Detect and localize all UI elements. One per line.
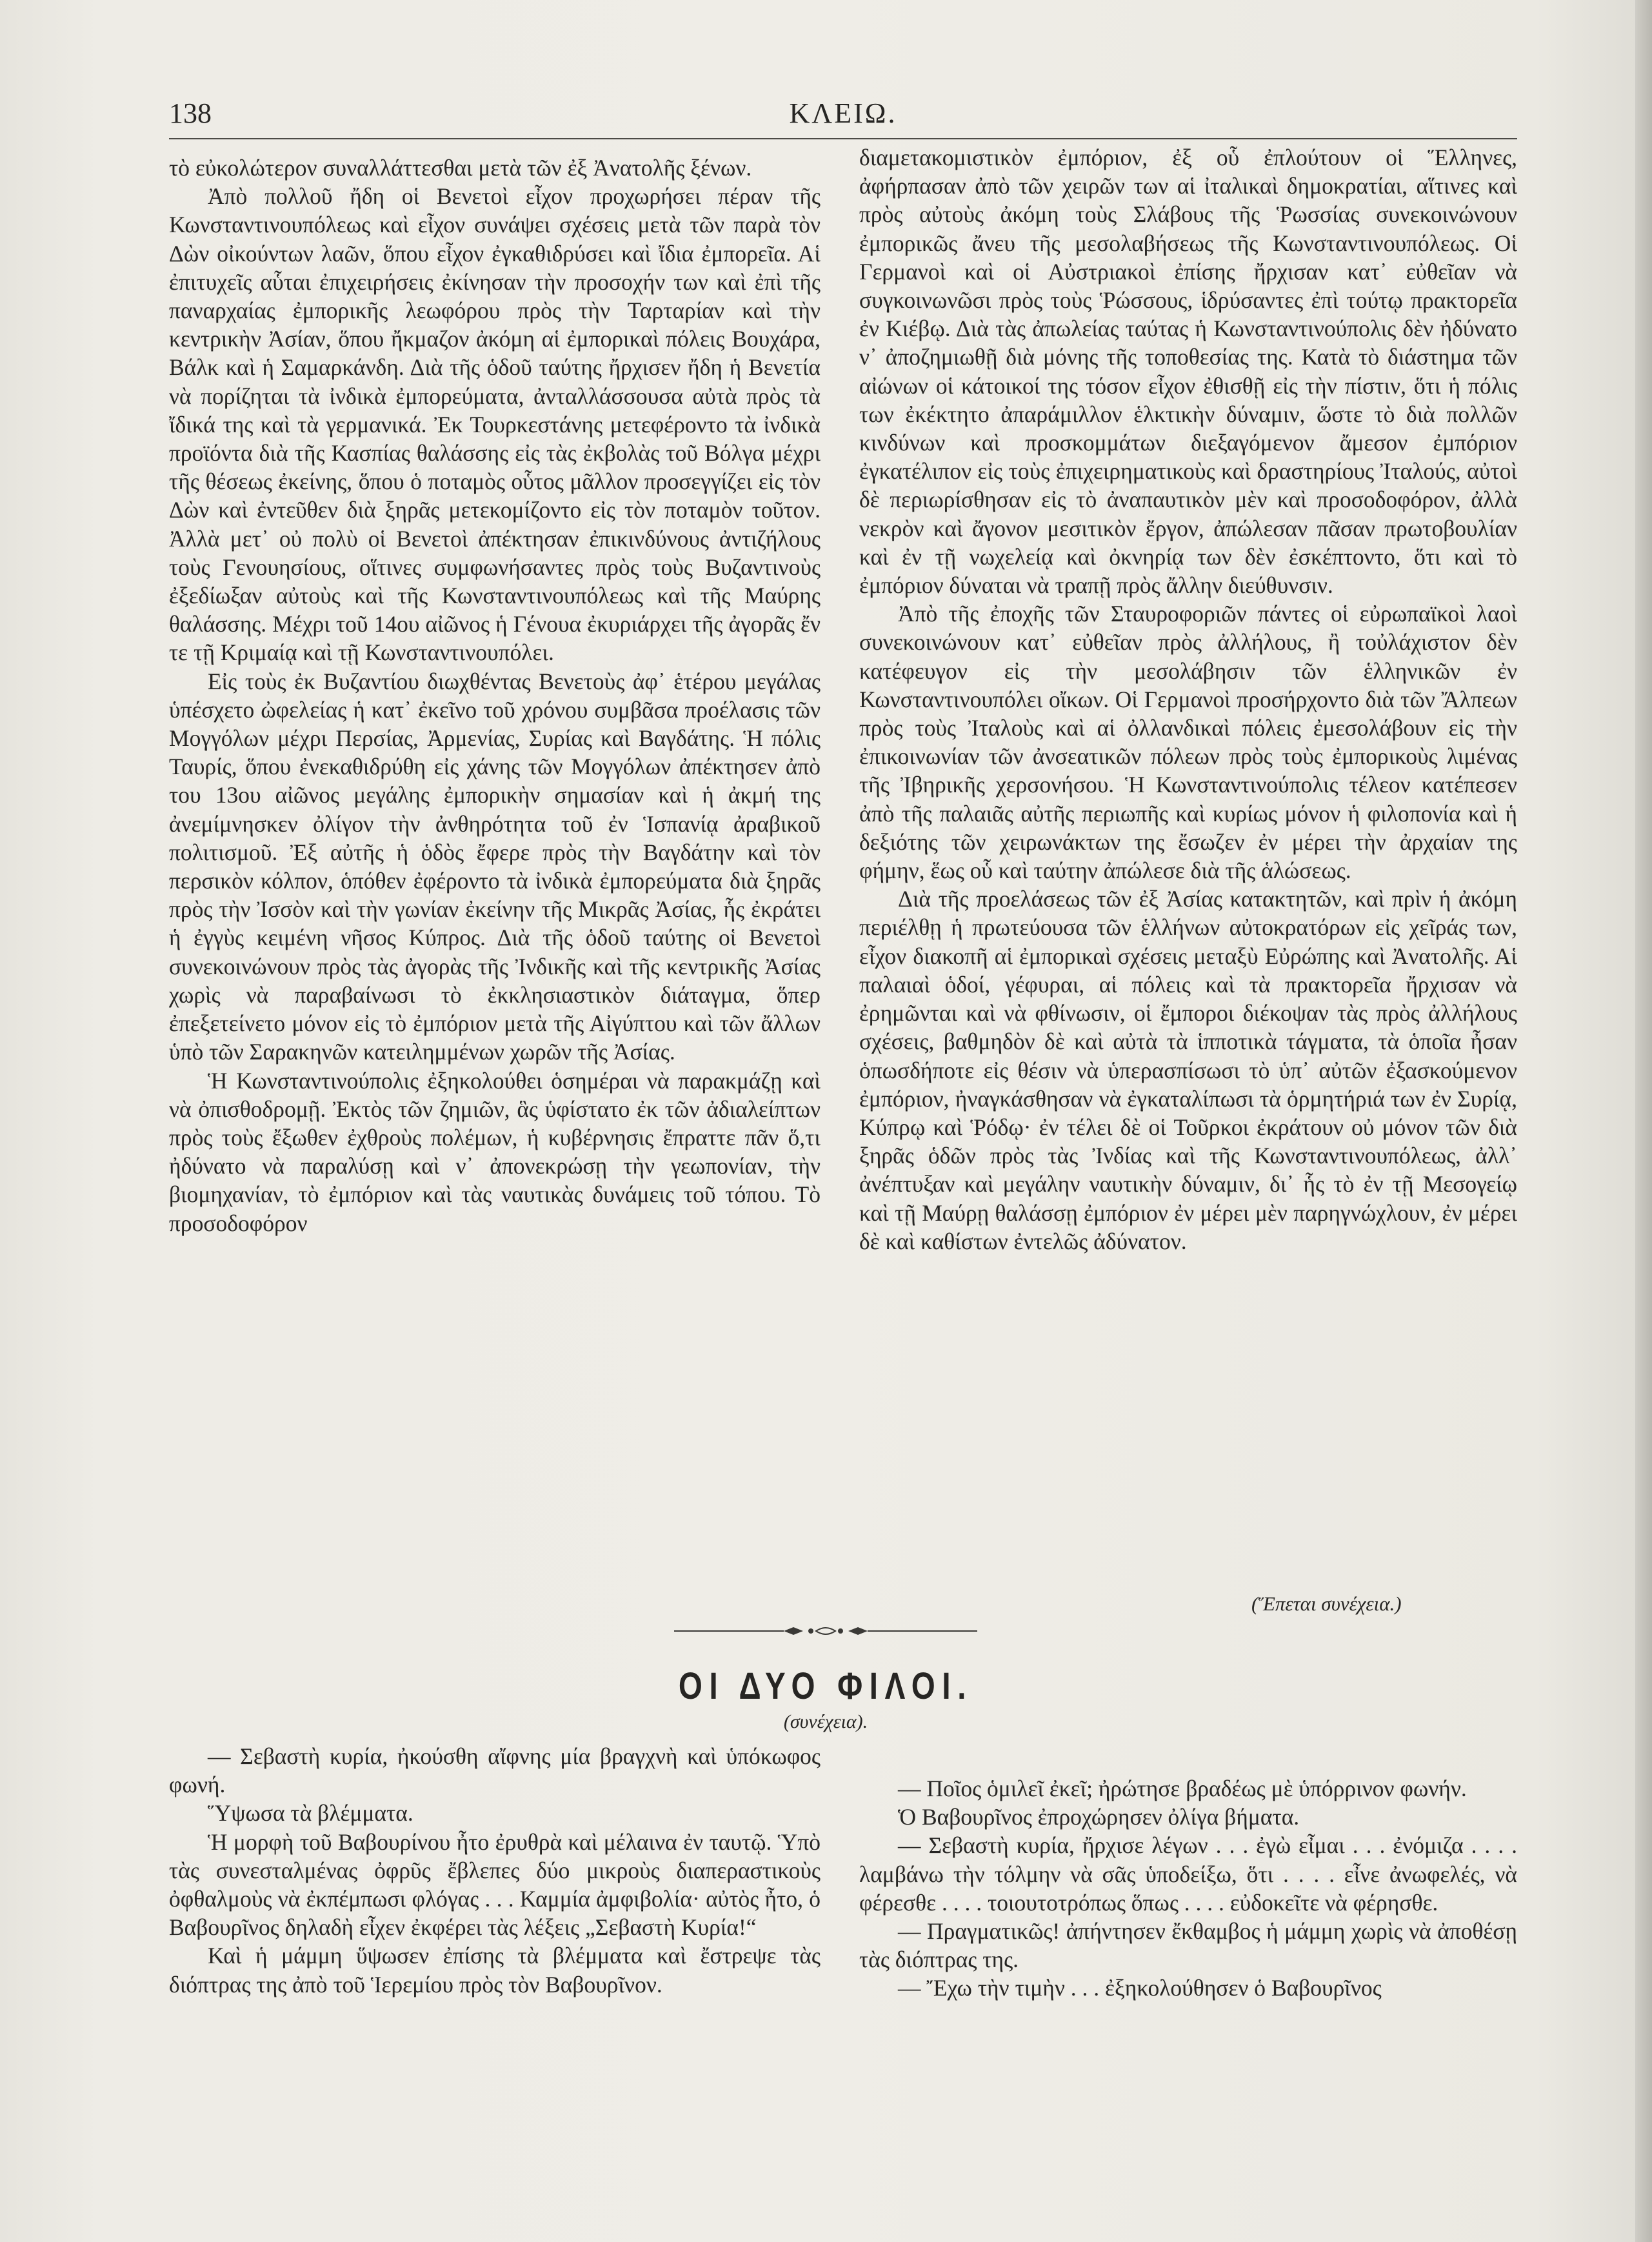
story-paragraph: — Ἔχω τὴν τιμὴν . . . ἐξηκολούθησεν ὁ Βαβουρῖνος (898, 1975, 1382, 2001)
article-paragraph: τὸ εὐκολώτερον συναλλάττεσθαι μετὰ τῶν ἐξ Ἀνατολῆς ξένων. (169, 155, 752, 181)
continued-note: (Ἕπεται συνέχεια.) (1251, 1592, 1402, 1615)
article-paragraph: Ἡ Κωνσταντινούπολις ἐξηκολούθει ὁσημέραι νὰ παρακμάζῃ καὶ νὰ ὀπισθοδρομῇ. Ἐκτὸς τῶν ζημιῶν, ἃς ὑφίστατο ἐκ τῶν ἀδιαλείπτων πρὸς τοὺς ἔξωθεν ἐχθροὺς πολέμων, ἡ κυβέρνησις ἔπραττε πᾶν ὅ,τι ἠδύνατο νὰ παραλύσῃ καὶ ν᾽ ἀπονεκρώσῃ τὴν γεωπονίαν, τὴν βιομηχανίαν, τὸ ἐμπόριον καὶ τὰς ναυτικὰς δυνάμεις τοῦ τόπου. Τὸ προσοδοφόρον (169, 1067, 821, 1236)
story-paragraph: — Σεβαστὴ κυρία, ἠκούσθη αἴφνης μία βραγχνὴ καὶ ὑπόκωφος φωνή. (169, 1743, 821, 1798)
story-paragraph: Ὁ Βαβουρῖνος ἐπροχώρησεν ὀλίγα βήματα. (898, 1804, 1300, 1830)
story-paragraph: — Πραγματικῶς! ἀπήντησεν ἔκθαμβος ἡ μάμμη χωρὶς νὰ ἀποθέσῃ τὰς διόπτρας της. (859, 1918, 1517, 1973)
story-paragraph: — Ποῖος ὁμιλεῖ ἐκεῖ; ἠρώτησε βραδέως μὲ ὑπόρρινον φωνήν. (898, 1776, 1467, 1801)
book-spine-shadow (1635, 0, 1652, 2242)
story-paragraph: — Σεβαστὴ κυρία, ἤρχισε λέγων . . . ἐγὼ εἶμαι . . . ἐνόμιζα . . . . λαμβάνω τὴν τόλμην νὰ σᾶς ὑποδείξω, ὅτι . . . . εἶνε ἀνωφελές, νὰ φέρεσθε . . . . τοιουτοτρόπως ὅπως . . . . εὐδοκεῖτε νὰ φέρησθε. (859, 1832, 1517, 1916)
story-title: ΟΙ ΔΥΟ ΦΙΛΟΙ. (678, 1665, 973, 1707)
story-paragraph: Καὶ ἡ μάμμη ὕψωσεν ἐπίσης τὰ βλέμματα καὶ ἔστρεψε τὰς διόπτρας της ἀπὸ τοῦ Ἱερεμίου πρὸς τὸν Βαβουρῖνον. (169, 1943, 821, 1997)
article-left-column (169, 154, 821, 1237)
story-paragraph: Ὕψωσα τὰ βλέμματα. (208, 1800, 413, 1827)
article-right-column (859, 143, 1517, 1256)
story-right-column (859, 1774, 1517, 2003)
article-paragraph: Εἰς τοὺς ἐκ Βυζαντίου διωχθέντας Βενετοὺς ἀφ᾽ ἑτέρου μεγάλας ὑπέσχετο ὠφελείας ἡ κατ᾽ ἐκεῖνο τοῦ χρόνου συμβᾶσα προέλασις τῶν Μογγόλων μέχρι Περσίας, Ἀρμενίας, Συρίας καὶ Βαγδάτης. Ἡ πόλις Ταυρίς, ὅπου ἐνεκαθιδρύθη εἰς χάνης τῶν Μογγόλων ἀπέκτησεν ἀπὸ του 13ου αἰῶνος μεγάλης ἐμπορικὴν σημασίαν καὶ ἡ ἀκμή της ἀνεμίμνησκεν ὀλίγον τὴν ἀνθηρότητα τοῦ ἐν Ἱσπανίᾳ ἀραβικοῦ πολιτισμοῦ. Ἐξ αὐτῆς ἡ ὁδὸς ἔφερε πρὸς τὴν Βαγδάτην καὶ τὸν περσικὸν κόλπον, ὁπόθεν ἐφέροντο τὰ ἰνδικὰ ἐμπορεύματα διὰ ξηρᾶς πρὸς τὴν Ἰσσὸν καὶ τὴν γωνίαν ἐκείνην τῆς Μικρᾶς Ἀσίας, ἧς ἐκράτει ἡ ἐγγὺς κειμένη νῆσος Κύπρος. Διὰ τῆς ὁδοῦ ταύτης οἱ Βενετοὶ συνεκοινώνουν πρὸς τὰς ἀγορὰς τῆς Ἰνδικῆς καὶ τῆς κεντρικῆς Ἀσίας χωρὶς νὰ παραβαίνωσι τὸ ἐκκλησιαστικὸν διάταγμα, ὅπερ ἐπεξετείνετο μόνον εἰς τὸ ἐμπόριον μετὰ τῆς Αἰγύπτου καὶ τῶν ἄλλων ὑπὸ τῶν Σαρακηνῶν κατειλημμένων χωρῶν τῆς Ἀσίας. (169, 668, 821, 1065)
running-head: ΚΛΕΙΩ. (789, 97, 897, 129)
article-paragraph: διαμετακομιστικὸν ἐμπόριον, ἐξ οὗ ἐπλούτουν οἱ Ἕλληνες, ἀφήρπασαν ἀπὸ τῶν χειρῶν των αἱ ἰταλικαὶ δημοκρατίαι, αἵτινες καὶ πρὸς αὐτοὺς ἀκόμη τοὺς Σλάβους τῆς Ῥωσσίας συνεκοινώνουν ἐμπορικῶς ἄνευ τῆς μεσολαβήσεως τῆς Κωνσταντινουπόλεως. Οἱ Γερμανοὶ καὶ οἱ Αὐστριακοὶ ἐπίσης ἤρχισαν κατ᾽ εὐθεῖαν νὰ συγκοινωνῶσι πρὸς τοὺς Ῥώσσους, ἱδρύσαντες ἐπὶ τούτῳ πρακτορεῖα ἐν Κιέβῳ. Διὰ τὰς ἀπωλείας ταύτας ἡ Κωνσταντινούπολις δὲν ἠδύνατο ν᾽ ἀποζημιωθῇ διὰ μόνης τῆς τοποθεσίας της. Κατὰ τὸ διάστημα τῶν αἰώνων οἱ κάτοικοί της τόσον εἶχον ἐθισθῇ εἰς τὴν πίστιν, ὅτι ἡ πόλις των ἐκέκτητο ἀπαράμιλλον ἑλκτικὴν δύναμιν, ὥστε τὸ διὰ πολλῶν κινδύνων καὶ προσκομμάτων διεξαγόμενον ἄμεσον ἐμπόριον ἐγκατέλιπον εἰς τοὺς ἐπιχειρηματικοὺς καὶ δραστηρίους Ἰταλούς, αὐτοὶ δὲ περιωρίσθησαν εἰς τὸ ἀναπαυτικὸν μὲν καὶ προσοδοφόρον, ἀλλὰ νεκρὸν καὶ ἄγονον μεσιτικὸν ἔργον, ἀπώλεσαν πᾶσαν πρωτοβουλίαν καὶ ἐν τῇ νωχελείᾳ καὶ ὀκνηρίᾳ των δὲν ἐσκέπτοντο, ὅτι καὶ τὸ ἐμπόριον δύναται νὰ τραπῇ πρὸς ἄλλην διεύθυνσιν. (859, 145, 1517, 599)
article-paragraph: Ἀπὸ πολλοῦ ἤδη οἱ Βενετοὶ εἶχον προχωρήσει πέραν τῆς Κωνσταντινουπόλεως καὶ εἶχον συνάψει σχέσεις μετὰ τῶν παρὰ τὸν Δὼν οἰκούντων λαῶν, ὅπου εἶχον ἐγκαθιδρύσει καὶ ἴδια ἐμπορεῖα. Αἱ ἐπιτυχεῖς αὗται ἐπιχειρήσεις ἐκίνησαν τὴν προσοχήν των καὶ ἐπὶ τῆς παναρχαίας ἐμπορικῆς λεωφόρου πρὸς τὴν Ταρταρίαν καὶ τὴν κεντρικὴν Ἀσίαν, ὅπου ἤκμαζον ἀκόμη αἱ ἐμπορικαὶ πόλεις Βουχάρα, Βάλκ καὶ ἡ Σαμαρκάνδη. Διὰ τῆς ὁδοῦ ταύτης ἤρχισεν ἤδη ἡ Βενετία νὰ πορίζηται τὰ ἰνδικὰ ἐμπορεύματα, ἀνταλλάσσουσα αὐτὰ πρὸς τὰ ἴδικά της καὶ τὰ γερμανικά. Ἐκ Τουρκεστάνης μετεφέροντο τὰ ἰνδικὰ προϊόντα διὰ τῆς Κασπίας θαλάσσης εἰς τὰς ἐκβολὰς τοῦ Βόλγα μέχρι τῆς θέσεως ἐκείνης, ὅπου ὁ ποταμὸς οὗτος μᾶλλον προσεγγίζει εἰς τὸν Δὼν καὶ ἐντεῦθεν διὰ ξηρᾶς μετεκομίζοντο εἰς τὸν ποταμὸν τοῦτον. Ἀλλὰ μετ᾽ οὐ πολὺ οἱ Βενετοὶ ἀπέκτησαν ἐπικινδύνους ἀντιζήλους τοὺς Γενουησίους, οἵτινες συμφωνήσαντες πρὸς τοὺς Βυζαντινοὺς ἐξεδίωξαν αὐτοὺς καὶ τῆς Κωνσταντινουπόλεως καὶ τῆς Μαύρης θαλάσσης. Μέχρι τοῦ 14ου αἰῶνος ἡ Γένουα ἐκυριάρχει τῆς ἀγορᾶς ἔν τε τῇ Κριμαίᾳ καὶ τῇ Κωνσταντινουπόλει. (169, 183, 821, 666)
story-paragraph: Ἡ μορφὴ τοῦ Βαβουρίνου ἦτο ἐρυθρὰ καὶ μέλαινα ἐν ταυτῷ. Ὑπὸ τὰς συνεσταλμένας ὀφρῦς ἔβλεπες δύο μικροὺς διαπεραστικοὺς ὀφθαλμοὺς νὰ ἐκπέμπωσι φλόγας . . . Καμμία ἀμφιβολία· αὐτὸς ἦτο, ὁ Βαβουρῖνος δηλαδὴ εἶχεν ἐκφέρει τὰς λέξεις „Σεβαστὴ Κυρία!“ (169, 1828, 821, 1941)
story-left-column (169, 1742, 821, 1999)
article-paragraph: Διὰ τῆς προελάσεως τῶν ἐξ Ἀσίας κατακτητῶν, καὶ πρὶν ἡ ἀκόμη περιέλθῃ ἡ πρωτεύουσα τῶν ἑλλήνων αὐτοκρατόρων εἰς χεῖράς των, εἶχον διακοπῆ αἱ ἐμπορικαὶ σχέσεις μεταξὺ Εὐρώπης καὶ Ἀνατολῆς. Αἱ παλαιαὶ ὁδοί, γέφυραι, αἱ πόλεις καὶ τὰ πρακτορεῖα ἤρχισαν νὰ ἐρημῶνται καὶ νὰ φθίνωσιν, οἱ ἔμποροι διέκοψαν τὰς πρὸς ἀλλήλους σχέσεις, βαθμηδὸν δὲ καὶ αὐτὰ τὰ ἱπποτικὰ τάγματα, τὰ ὁποῖα ἦσαν ὁπωσδήποτε εἰς θέσιν νὰ ὑπερασπίσωσι τὸ ὑπ᾽ αὐτῶν ἐξασκούμενον ἐμπόριον, ἠναγκάσθησαν νὰ ἐγκαταλίπωσι τὰ ὁρμητήριά των ἐν Συρίᾳ, Κύπρῳ καὶ Ῥόδῳ· ἐν τέλει δὲ οἱ Τοῦρκοι ἐκράτουν οὐ μόνον τῶν διὰ ξηρᾶς ὁδῶν πρὸς τὰς Ἰνδίας καὶ τῆς Κωνσταντινουπόλεως, ἀλλ᾽ ἀνέπτυξαν καὶ μεγάλην ναυτικὴν δύναμιν, δι᾽ ἧς τὸ ἐν τῇ Μεσογείῳ καὶ τῇ Μαύρῃ θαλάσσῃ ἐμπόριον ἐν μέρει μὲν παρηγνώχλουν, ἐν μέρει δὲ καὶ καθίστων ἐντελῶς ἀδύνατον. (859, 886, 1517, 1254)
page-number: 138 (169, 97, 212, 129)
section-divider-ornament (674, 1625, 977, 1637)
page-header (169, 97, 1517, 135)
header-rule (169, 138, 1517, 139)
article-paragraph: Ἀπὸ τῆς ἐποχῆς τῶν Σταυροφοριῶν πάντες οἱ εὐρωπαϊκοὶ λαοὶ συνεκοινώνουν κατ᾽ εὐθεῖαν πρὸς ἀλλήλους, ἢ τοὐλάχιστον δὲν κατέφευγον εἰς τὴν μεσολάβησιν τῶν ἑλληνικῶν ἐν Κωνσταντινουπόλει οἴκων. Οἱ Γερμανοὶ προσήρχοντο διὰ τῶν Ἄλπεων πρὸς τοὺς Ἰταλοὺς καὶ αἱ ὀλλανδικαὶ πόλεις ἐμεσολάβουν εἰς τὴν ἐπικοινωνίαν τῶν ἀνσεατικῶν πόλεων πρὸς τοὺς ἐμπορικοὺς λιμένας τῆς Ἰβηρικῆς χερσονήσου. Ἡ Κωνσταντινούπολις τέλεον κατέπεσεν ἀπὸ τῆς παλαιᾶς αὐτῆς περιωπῆς καὶ κυρίως μόνον ἡ φιλοπονία καὶ ἡ δεξιότης τῶν χειρωνάκτων της ἔσωζεν ἐν μέρει τὴν ἀρχαίαν της φήμην, ἕως οὗ καὶ ταύτην ἀπώλεσε διὰ τῆς ἁλώσεως. (859, 601, 1517, 884)
story-subtitle: (συνέχεια). (783, 1711, 868, 1732)
